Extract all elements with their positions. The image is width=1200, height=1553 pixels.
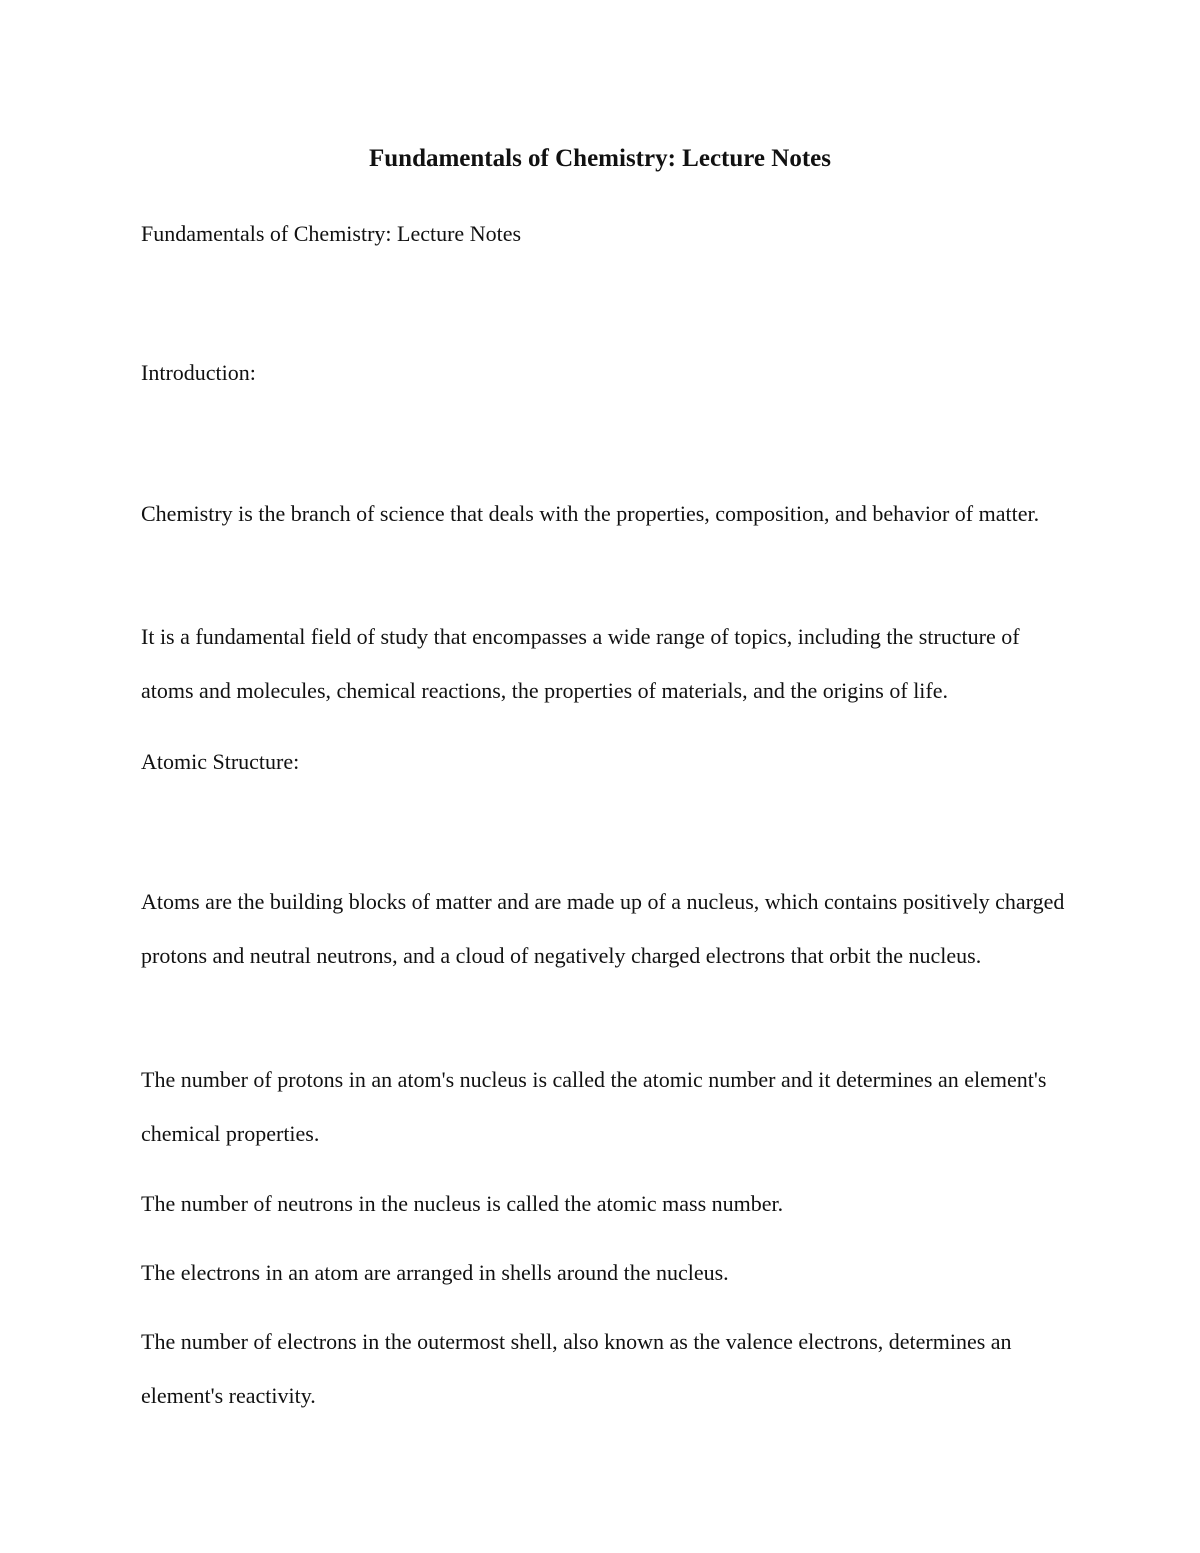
atomic-paragraph-3: The number of neutrons in the nucleus is called the atomic mass number.	[141, 1191, 784, 1216]
intro-paragraph-2: It is a fundamental field of study that encompasses a wide range of topics, including the structure of atoms and molecules, chemical reactions, the properties of materials, and the origins of life.	[141, 624, 1020, 703]
atomic-structure-heading: Atomic Structure:	[141, 749, 300, 774]
intro-heading: Introduction:	[141, 360, 256, 385]
document-title: Fundamentals of Chemistry: Lecture Notes	[369, 145, 831, 172]
atomic-paragraph-2: The number of protons in an atom's nucleus is called the atomic number and it determines an element's chemical properties.	[141, 1067, 1047, 1146]
atomic-paragraph-4: The electrons in an atom are arranged in shells around the nucleus.	[141, 1260, 729, 1285]
atomic-paragraph-1: Atoms are the building blocks of matter and are made up of a nucleus, which contains positively charged protons and neutral neutrons, and a cloud of negatively charged electrons that orbit the nucleus.	[141, 889, 1065, 968]
intro-paragraph-1: Chemistry is the branch of science that deals with the properties, composition, and behavior of matter.	[141, 501, 1040, 526]
document-subtitle: Fundamentals of Chemistry: Lecture Notes	[141, 221, 522, 246]
atomic-paragraph-5: The number of electrons in the outermost shell, also known as the valence electrons, determines an element's reactivity.	[141, 1329, 1012, 1408]
